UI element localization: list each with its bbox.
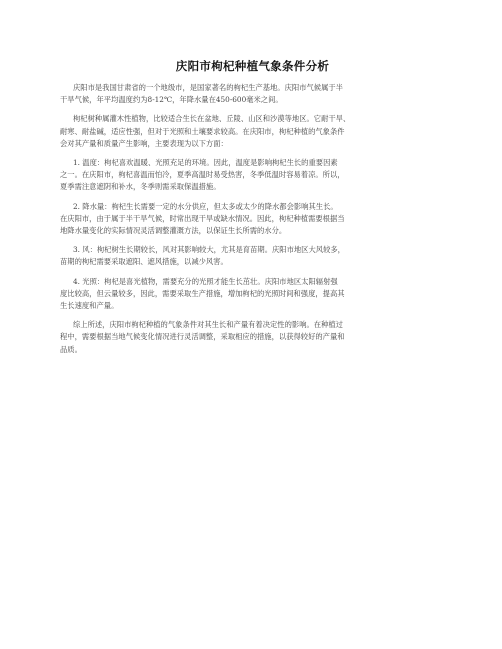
paragraph-conclusion: 综上所述，庆阳市枸杞种植的气象条件对其生长和产量有着决定性的影响。在种植过 程中，需要根据当地气候变化情况进行灵活调整，采取相应的措施，以获得较好的产量和 品质。 — [60, 320, 345, 354]
paragraph-temperature: 1. 温度：枸杞喜欢温暖、光照充足的环境。因此，温度是影响枸杞生长的重要因素 之一。在庆阳市，枸杞喜温而怕冷，夏季高温时易受热害，冬季低温时容易着凉。所以， 夏季需注意遮阴和补水，冬季则需采取保温措施。 — [60, 158, 345, 192]
paragraph-sunlight: 4. 光照：枸杞是喜光植物，需要充分的光照才能生长茁壮。庆阳市地区太阳辐射强 度比较高，但云量较多，因此，需要采取生产措施，增加枸杞的光照时间和强度，提高其 生长速度和产量。 — [60, 276, 345, 311]
paragraph-overview: 枸杞树种属灌木性植物，比较适合生长在盆地、丘陵、山区和沙漠等地区。它耐干旱、 耐寒、耐盐碱，适应性强，但对于光照和土壤要求较高。在庆阳市，枸杞种植的气象条件 会对其产量和质量产生影响，主要表现为以下方面： — [60, 114, 351, 148]
paragraph-wind: 3. 风：枸杞树生长期较长，风对其影响较大，尤其是育苗期。庆阳市地区大风较多， 苗期的枸杞需要采取遮阳、遮风措施，以减少风害。 — [60, 245, 345, 267]
paragraph-intro: 庆阳市是我国甘肃省的一个地级市，是国家著名的枸杞生产基地。庆阳市气候属于半 干旱气候，年平均温度约为8-12℃，年降水量在450-600毫米之间。 — [60, 83, 343, 105]
document-title: 庆阳市枸杞种植气象条件分析 — [175, 59, 330, 73]
document-page — [60, 58, 445, 363]
paragraph-precipitation: 2. 降水量：枸杞生长需要一定的水分供应，但太多或太少的降水都会影响其生长。 在庆阳市，由于属于半干旱气候，时常出现干旱或缺水情况。因此，枸杞种植需要根据当 地降水量变化的实际情况灵活调整灌溉方法，以保证生长所需的水分。 — [60, 201, 345, 236]
